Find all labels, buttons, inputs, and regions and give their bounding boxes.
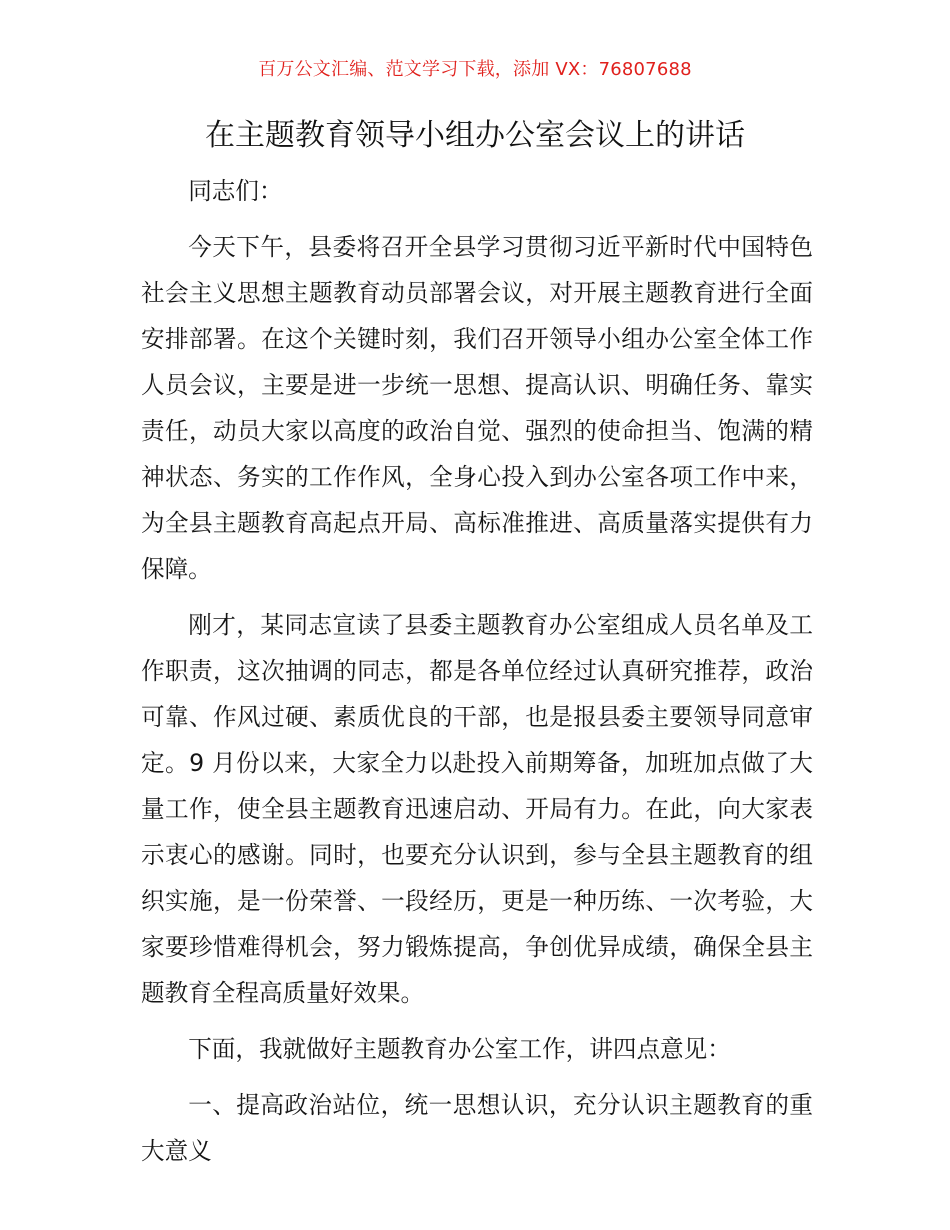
- document-body: [141, 168, 813, 1184]
- salutation: 同志们：: [188, 177, 283, 205]
- paragraph-2: 刚才，某同志宣读了县委主题教育办公室组成人员名单及工作职责，这次抽调的同志，都是各单位经过认真研究推荐，政治可靠、作风过硬、素质优良的干部，也是报县委主要领导同意审定。9 月份以来，大家全力以赴投入前期筹备，加班加点做了大量工作，使全县主题教育迅速启动、开局有力。在此，向大家表示衷心的感谢。同时，也要充分认识到，参与全县主题教育的组织实施，是一份荣誉、一段经历，更是一种历练、一次考验，大家要珍惜难得机会，努力锻炼提高，争创优异成绩，确保全县主题教育全程高质量好效果。: [141, 611, 813, 1007]
- paragraph-1: 今天下午，县委将召开全县学习贯彻习近平新时代中国特色社会主义思想主题教育动员部署会议，对开展主题教育进行全面安排部署。在这个关键时刻，我们召开领导小组办公室全体工作人员会议，主要是进一步统一思想、提高认识、明确任务、靠实责任，动员大家以高度的政治自觉、强烈的使命担当、饱满的精神状态、务实的工作作风，全身心投入到办公室各项工作中来，为全县主题教育高起点开局、高标准推进、高质量落实提供有力保障。: [141, 233, 813, 583]
- paragraph-3: 下面，我就做好主题教育办公室工作，讲四点意见：: [188, 1035, 731, 1063]
- section-heading-1: 一、提高政治站位，统一思想认识，充分认识主题教育的重大意义: [141, 1091, 813, 1165]
- document-title: 在主题教育领导小组办公室会议上的讲话: [205, 118, 745, 153]
- header-banner: 百万公文汇编、范文学习下载，添加 VX：76807688: [258, 59, 692, 80]
